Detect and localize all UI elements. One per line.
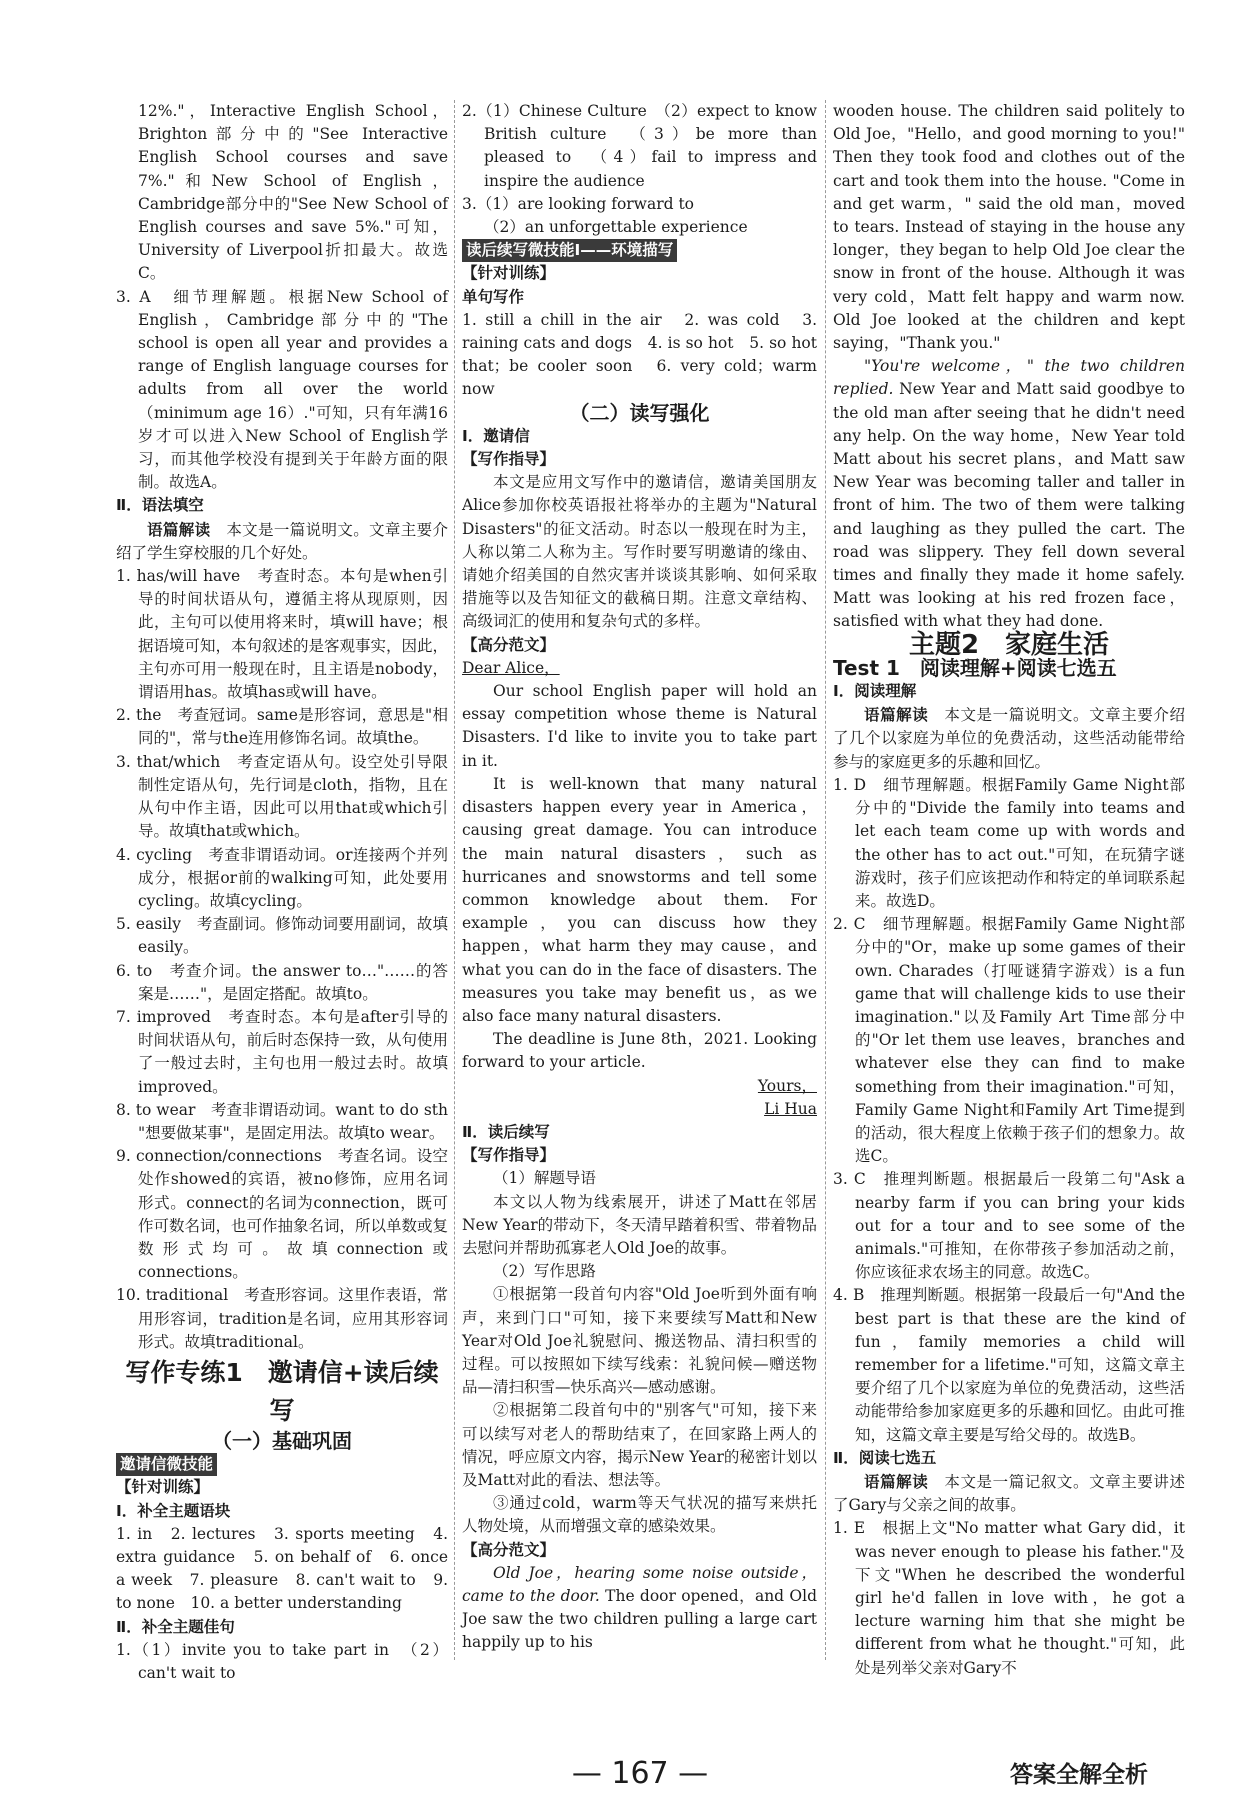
answer-item: 5. easily 考查副词。修饰动词要用副词，故填easily。 <box>116 915 448 957</box>
column-divider-1 <box>454 100 455 1660</box>
skill-tag: 邀请信微技能 <box>116 1453 217 1476</box>
section-heading: Ⅱ．读后续写 <box>462 1122 550 1141</box>
answer-item: 4. cycling 考查非谓语动词。or连接两个并列成分，根据or前的walking可知，此处要用cycling。故填cycling。 <box>116 845 448 910</box>
column-divider-2 <box>825 100 826 1660</box>
intro-label: 语篇解读 <box>864 705 929 725</box>
guide-subheading: （1）解题导语 <box>493 1169 596 1188</box>
answer-item: 2.（1）Chinese Culture （2）expect to know British culture （3）be more than pleased to （4）fail to impress and inspire the audience <box>462 102 817 190</box>
skill-tag: 读后续写微技能Ⅰ——环境描写 <box>462 239 677 262</box>
guide-paragraph: ①根据第一段首句内容"Old Joe听到外面有响声，来到门口"可知，接下来要续写Matt和New Year对Old Joe礼貌慰问、搬送物品、清扫积雪的过程。可以按照如下续写线索：礼貌问候—赠送物品—清扫积雪—快乐高兴—感动感谢。 <box>462 1285 817 1397</box>
answer-item: 9. connection/connections 考查名词。设空处作showed的宾语，被no修饰，应用名词形式。connect的名词为connection，既可作可数名词，也可作抽象名词，所以单数或复数形式均可。故填connection或connections。 <box>116 1147 449 1282</box>
letter-salutation: Dear Alice， <box>462 658 560 677</box>
answer-item: （2）an unforgettable experience <box>484 218 748 237</box>
column-1 <box>116 100 448 1685</box>
letter-paragraph: It is well-known that many natural disasters happen every year in America，causing great damage. You can introduce the main natural disasters，such as hurricanes and snowstorms and tell some common knowledge about them. For example，you can discuss how they happen，what harm they may cause，and what you can do in the face of disasters. The measures you take may benefit us，as we also face many natural disasters. <box>462 774 817 1025</box>
answer-item: 1. D 细节理解题。根据Family Game Night部分中的"Divide the family into teams and let each team come up with words and the other has to act out."可知，在玩猜字谜游戏时，孩子们应该把动作和特定的单词联系起来。故选D。 <box>833 775 1185 910</box>
answer-item: 2. the 考查冠词。same是形容词，意思是"相同的"，常与the连用修饰名词。故填the。 <box>116 706 448 748</box>
guide-paragraph: ②根据第二段首句中的"别客气"可知，接下来可以续写对老人的帮助结束了，在回家路上两人的情况，呼应原文内容，揭示New Year的秘密计划以及Matt对此的看法、想法等。 <box>462 1401 817 1489</box>
section-heading: Ⅰ．阅读理解 <box>833 682 917 701</box>
story-first-sentence: Old Joe，hearing some noise outside，came to the door. <box>462 1563 817 1605</box>
section-heading: 单句写作 <box>462 287 525 306</box>
bracket-label: 【写作指导】 <box>462 1146 556 1165</box>
answer-item: 7. improved 考查时态。本句是after引导的时间状语从句，前后时态保持一致，从句使用了一般过去时，主句也用一般过去时。故填improved。 <box>116 1007 449 1096</box>
intro-text: 本文是一篇说明文。文章主要介绍了几个以家庭为单位的免费活动，这些活动能带给参与的家庭更多的乐趣和回忆。 <box>833 706 1185 771</box>
bracket-label: 【高分范文】 <box>462 635 556 654</box>
letter-paragraph: The deadline is June 8th，2021. Looking forward to your article. <box>462 1030 817 1072</box>
story-paragraph: wooden house. The children said politely to Old Joe，"Hello，and good morning to you!" Then they took food and clothes out of the cart and took them into the house. "Come in and get warm，" said the old man，moved to tears. Instead of staying in the house any longer，they began to help Old Joe clear the snow in front of the house. Although it was very cold，Matt felt happy and warm now. Old Joe looked at the children and kept saying，"Thank you." <box>833 102 1185 353</box>
passage-intro <box>116 518 448 565</box>
bracket-label: 【写作指导】 <box>462 450 556 469</box>
answer-item: 3.（1）are looking forward to <box>462 194 695 213</box>
theme-title: 主题2 家庭生活 <box>908 629 1110 660</box>
letter-closing: Yours， <box>757 1076 817 1095</box>
answer-item: 8. to wear 考查非谓语动词。want to do sth "想要做某事"，是固定用法。故填to wear。 <box>116 1100 448 1142</box>
footer-label: 答案全解全析 <box>1010 1762 1148 1788</box>
answer-item: 1.（1）invite you to take part in （2）can't wait to <box>116 1640 448 1682</box>
answer-item: 3. that/which 考查定语从句。设空处引导限制性定语从句，先行词是cloth，指物，且在从句中作主语，因此可以用that或which引导。故填that或which。 <box>116 752 448 841</box>
letter-signature: Li Hua <box>764 1099 817 1118</box>
answer-item: 2. C 细节理解题。根据Family Game Night部分中的"Or，make up some games of their own. Charades（打哑谜猜字游戏）is a fun game that will challenge kids to use their imagination."以及Family Art Time部分中的"Or let them use leaves，branches and whatever else they can find to make something from their imagination."可知，Family Game Night和Family Art Time提到的活动，很大程度上依赖于孩子们的想象力。故选C。 <box>833 915 1185 1166</box>
column-3 <box>833 100 1185 1680</box>
column-2 <box>462 100 817 1655</box>
intro-label: 语篇解读 <box>864 1471 929 1491</box>
bracket-label: 【针对训练】 <box>462 264 556 283</box>
guide-subheading: （2）写作思路 <box>493 1262 596 1281</box>
intro-text: 本文是一篇说明文。文章主要介绍了学生穿校服的几个好处。 <box>116 520 448 562</box>
section-heading: Ⅱ．阅读七选五 <box>833 1448 937 1467</box>
bracket-label: 【高分范文】 <box>462 1540 556 1559</box>
answer-item: 10. traditional 考查形容词。这里作表语，常用形容词，tradition是名词，应用其形容词形式。故填traditional。 <box>116 1286 448 1351</box>
guide-paragraph: 本文是应用文写作中的邀请信，邀请美国朋友Alice参加你校英语报社将举办的主题为"Natural Disasters"的征文活动。时态以一般现在时为主，人称以第二人称为主。写作时要写明邀请的缘由、请她介绍美国的自然灾害并谈谈其影响、如何采取措施等以及告知征文的截稿日期。注意文章结构、高级词汇的使用和复杂句式的多样。 <box>462 473 817 631</box>
unit-title: 写作专练1 邀请信+读后续写 <box>125 1357 439 1425</box>
section-heading: Ⅰ．邀请信 <box>462 426 530 445</box>
answer-paragraph: 1. still a chill in the air 2. was cold 3. raining cats and dogs 4. is so hot 5. so hot that；be cooler soon 6. very cold；warm now <box>462 310 817 399</box>
section-heading: Ⅱ．语法填空 <box>116 496 204 515</box>
page-number: — 167 — <box>571 1756 709 1791</box>
story-text: New Year and Matt said goodbye to the old man after seeing that he didn't need any help. On the way home，New Year told Matt about his secret plans，and Matt saw New Year was becoming taller and taller in front of him. The two of them were talking and laughing as they pulled the cart. The road was slippery. They fell down several times and finally they made it home safely. Matt was looking at his red frozen face，satisfied with what they had done. <box>833 380 1185 631</box>
intro-text: 本文是一篇记叙文。文章主要讲述了Gary与父亲之间的故事。 <box>833 1472 1185 1515</box>
bracket-label: 【针对训练】 <box>116 1478 210 1497</box>
answer-item: 1. has/will have 考查时态。本句是when引导的时间状语从句，遵循主将从现原则，因此，主句可以使用将来时，填will have；根据语境可知，本句叙述的是客观事实，因此，主句亦可用一般现在时，且主语是nobody，谓语用has。故填has或will have。 <box>116 567 449 702</box>
story-text: The door opened，and Old Joe saw the two children pulling a large cart happily up to his <box>462 1587 817 1652</box>
section-heading: Ⅱ．补全主题佳句 <box>116 1617 235 1636</box>
passage-intro <box>833 1470 1185 1517</box>
letter-paragraph: Our school English paper will hold an essay competition whose theme is Natural Disasters. I'd like to invite you to take part in it. <box>462 682 817 770</box>
guide-paragraph: ③通过cold，warm等天气状况的描写来烘托人物处境，从而增强文章的感染效果。 <box>462 1494 817 1536</box>
section-heading: Ⅰ．补全主题语块 <box>116 1501 231 1520</box>
story-paragraph <box>833 355 1185 633</box>
answer-item: 6. to 考查介词。the answer to…"……的答案是……"，是固定搭配。故填to。 <box>116 961 448 1003</box>
answer-item: 4. B 推理判断题。根据第一段最后一句"And the best part is that these are the kind of fun，family memories a child will remember for a lifetime."可知，这篇文章主要介绍了几个以家庭为单位的免费活动，这些活动能带给参加家庭更多的乐趣和回忆。由此可推知，这篇文章主要是写给父母的。故选B。 <box>833 1286 1185 1444</box>
answer-item: 1. E 根据上文"No matter what Gary did，it was never enough to please his father."及下文"When he described the wonderful girl he'd fallen in love with，he got a lecture warning him that she might be different from what he thought."可知，此处是列举父亲对Gary不 <box>833 1519 1185 1677</box>
intro-label: 语篇解读 <box>147 519 211 539</box>
answer-item: 3. C 推理判断题。根据最后一段第二句"Ask a nearby farm if you can bring your kids out for a tour and to see some of the animals."可推知，在你带孩子参加活动之前，你应该征求农场主的同意。故选C。 <box>833 1170 1185 1282</box>
answer-paragraph: 1. in 2. lectures 3. sports meeting 4. extra guidance 5. on behalf of 6. once a week 7. pleasure 8. can't wait to 9. to none 10. a better understanding <box>116 1524 448 1613</box>
story-first-sentence: "You're welcome，" the two children replied. <box>833 357 1185 399</box>
test-title: Test 1 阅读理解+阅读七选五 <box>833 655 1117 680</box>
guide-paragraph: 本文以人物为线索展开，讲述了Matt在邻居New Year的带动下，冬天清早踏着积雪、带着物品去慰问并帮助孤寡老人Old Joe的故事。 <box>462 1192 817 1257</box>
story-paragraph <box>462 1562 817 1655</box>
passage-intro <box>833 703 1185 774</box>
subsection-title: （一）基础巩固 <box>212 1428 352 1453</box>
answer-paragraph: 3. A 细节理解题。根据New School of English，Cambridge部分中的"The school is open all year and provides a range of English language courses for adults from all over the world（minimum age 16）."可知，只有年满16岁才可以进入New School of English学习，而其他学校没有提到关于年龄方面的限制。故选A。 <box>116 287 448 492</box>
subsection-title: （二）读写强化 <box>569 400 710 425</box>
answer-paragraph: 12%."，Interactive English School，Brighton部分中的"See Interactive English School courses and save 7%."和New School of English，Cambridge部分中的"See New School of English courses and save 5%."可知，University of Liverpool折扣最大。故选C。 <box>138 102 448 283</box>
